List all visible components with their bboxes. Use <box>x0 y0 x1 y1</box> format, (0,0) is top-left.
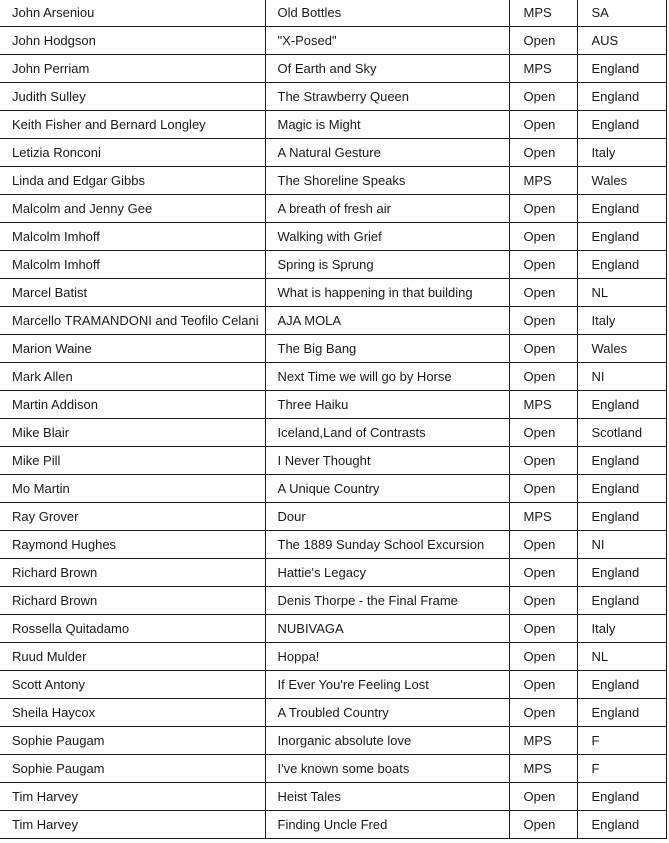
category-cell: Open <box>509 223 577 251</box>
title-cell: The Shoreline Speaks <box>265 167 509 195</box>
country-cell: F <box>577 755 666 783</box>
category-cell: Open <box>509 307 577 335</box>
category-cell: Open <box>509 475 577 503</box>
table-row <box>0 363 666 391</box>
country-cell: England <box>577 223 666 251</box>
country-cell: England <box>577 447 666 475</box>
title-cell: What is happening in that building <box>265 279 509 307</box>
country-cell: England <box>577 251 666 279</box>
author-cell: John Perriam <box>0 55 265 83</box>
country-cell: Italy <box>577 307 666 335</box>
table-row <box>0 111 666 139</box>
category-cell: Open <box>509 643 577 671</box>
title-cell: A Troubled Country <box>265 699 509 727</box>
title-cell: Spring is Sprung <box>265 251 509 279</box>
category-cell: MPS <box>509 0 577 27</box>
author-cell: Ruud Mulder <box>0 643 265 671</box>
country-cell: England <box>577 475 666 503</box>
title-cell: "X-Posed" <box>265 27 509 55</box>
title-cell: Finding Uncle Fred <box>265 811 509 839</box>
table-row <box>0 335 666 363</box>
category-cell: Open <box>509 251 577 279</box>
table-row <box>0 783 666 811</box>
country-cell: AUS <box>577 27 666 55</box>
country-cell: England <box>577 671 666 699</box>
title-cell: NUBIVAGA <box>265 615 509 643</box>
title-cell: I've known some boats <box>265 755 509 783</box>
country-cell: NL <box>577 643 666 671</box>
title-cell: Inorganic absolute love <box>265 727 509 755</box>
table-row <box>0 195 666 223</box>
category-cell: Open <box>509 363 577 391</box>
country-cell: Scotland <box>577 419 666 447</box>
table-row <box>0 727 666 755</box>
country-cell: SA <box>577 0 666 27</box>
country-cell: Italy <box>577 139 666 167</box>
author-cell: Sophie Paugam <box>0 727 265 755</box>
author-cell: Judith Sulley <box>0 83 265 111</box>
table-row <box>0 223 666 251</box>
country-cell: England <box>577 195 666 223</box>
table-row <box>0 27 666 55</box>
category-cell: Open <box>509 111 577 139</box>
author-cell: Mike Blair <box>0 419 265 447</box>
title-cell: Walking with Grief <box>265 223 509 251</box>
country-cell: England <box>577 503 666 531</box>
author-cell: Rossella Quitadamo <box>0 615 265 643</box>
table-row <box>0 811 666 839</box>
title-cell: Hattie's Legacy <box>265 559 509 587</box>
title-cell: I Never Thought <box>265 447 509 475</box>
table-row <box>0 279 666 307</box>
author-cell: Richard Brown <box>0 587 265 615</box>
country-cell: England <box>577 391 666 419</box>
table-row <box>0 531 666 559</box>
country-cell: F <box>577 727 666 755</box>
category-cell: Open <box>509 531 577 559</box>
category-cell: Open <box>509 783 577 811</box>
category-cell: Open <box>509 587 577 615</box>
table-row <box>0 755 666 783</box>
title-cell: Three Haiku <box>265 391 509 419</box>
author-cell: Tim Harvey <box>0 811 265 839</box>
title-cell: Old Bottles <box>265 0 509 27</box>
table-row <box>0 503 666 531</box>
country-cell: England <box>577 783 666 811</box>
author-cell: Malcolm Imhoff <box>0 251 265 279</box>
table-row <box>0 447 666 475</box>
author-cell: Mo Martin <box>0 475 265 503</box>
author-cell: John Hodgson <box>0 27 265 55</box>
table-row <box>0 251 666 279</box>
category-cell: Open <box>509 139 577 167</box>
author-cell: Malcolm Imhoff <box>0 223 265 251</box>
table-row <box>0 475 666 503</box>
author-cell: Keith Fisher and Bernard Longley <box>0 111 265 139</box>
category-cell: MPS <box>509 727 577 755</box>
author-cell: Marcello TRAMANDONI and Teofilo Celani <box>0 307 265 335</box>
category-cell: MPS <box>509 167 577 195</box>
title-cell: A Unique Country <box>265 475 509 503</box>
country-cell: NL <box>577 279 666 307</box>
author-cell: John Arseniou <box>0 0 265 27</box>
author-cell: Raymond Hughes <box>0 531 265 559</box>
title-cell: The Strawberry Queen <box>265 83 509 111</box>
table-row <box>0 419 666 447</box>
table-row <box>0 559 666 587</box>
category-cell: Open <box>509 671 577 699</box>
table-row <box>0 699 666 727</box>
author-cell: Malcolm and Jenny Gee <box>0 195 265 223</box>
category-cell: Open <box>509 83 577 111</box>
title-cell: Iceland,Land of Contrasts <box>265 419 509 447</box>
author-cell: Ray Grover <box>0 503 265 531</box>
table-row <box>0 139 666 167</box>
author-cell: Letizia Ronconi <box>0 139 265 167</box>
author-cell: Mike Pill <box>0 447 265 475</box>
title-cell: AJA MOLA <box>265 307 509 335</box>
table-row <box>0 671 666 699</box>
author-cell: Scott Antony <box>0 671 265 699</box>
category-cell: MPS <box>509 55 577 83</box>
category-cell: Open <box>509 27 577 55</box>
category-cell: Open <box>509 335 577 363</box>
country-cell: England <box>577 83 666 111</box>
table-row <box>0 83 666 111</box>
country-cell: England <box>577 559 666 587</box>
title-cell: Denis Thorpe - the Final Frame <box>265 587 509 615</box>
author-cell: Sheila Haycox <box>0 699 265 727</box>
title-cell: If Ever You're Feeling Lost <box>265 671 509 699</box>
country-cell: Wales <box>577 167 666 195</box>
table-row <box>0 307 666 335</box>
category-cell: Open <box>509 699 577 727</box>
table-row <box>0 615 666 643</box>
category-cell: Open <box>509 811 577 839</box>
category-cell: MPS <box>509 503 577 531</box>
country-cell: Italy <box>577 615 666 643</box>
category-cell: Open <box>509 559 577 587</box>
country-cell: England <box>577 111 666 139</box>
category-cell: Open <box>509 279 577 307</box>
title-cell: The Big Bang <box>265 335 509 363</box>
author-cell: Marion Waine <box>0 335 265 363</box>
country-cell: England <box>577 55 666 83</box>
author-cell: Sophie Paugam <box>0 755 265 783</box>
table-row <box>0 55 666 83</box>
country-cell: England <box>577 587 666 615</box>
country-cell: NI <box>577 363 666 391</box>
author-cell: Tim Harvey <box>0 783 265 811</box>
author-cell: Linda and Edgar Gibbs <box>0 167 265 195</box>
category-cell: MPS <box>509 391 577 419</box>
author-cell: Richard Brown <box>0 559 265 587</box>
country-cell: England <box>577 699 666 727</box>
table-row <box>0 0 666 27</box>
title-cell: Magic is Might <box>265 111 509 139</box>
author-cell: Mark Allen <box>0 363 265 391</box>
category-cell: MPS <box>509 755 577 783</box>
title-cell: Hoppa! <box>265 643 509 671</box>
author-cell: Martin Addison <box>0 391 265 419</box>
title-cell: The 1889 Sunday School Excursion <box>265 531 509 559</box>
country-cell: England <box>577 811 666 839</box>
table-row <box>0 643 666 671</box>
category-cell: Open <box>509 419 577 447</box>
country-cell: NI <box>577 531 666 559</box>
title-cell: Heist Tales <box>265 783 509 811</box>
author-cell: Marcel Batist <box>0 279 265 307</box>
country-cell: Wales <box>577 335 666 363</box>
title-cell: A breath of fresh air <box>265 195 509 223</box>
title-cell: Dour <box>265 503 509 531</box>
title-cell: Next Time we will go by Horse <box>265 363 509 391</box>
table-row <box>0 391 666 419</box>
category-cell: Open <box>509 195 577 223</box>
category-cell: Open <box>509 615 577 643</box>
title-cell: A Natural Gesture <box>265 139 509 167</box>
title-cell: Of Earth and Sky <box>265 55 509 83</box>
category-cell: Open <box>509 447 577 475</box>
table-row <box>0 587 666 615</box>
table-row <box>0 167 666 195</box>
